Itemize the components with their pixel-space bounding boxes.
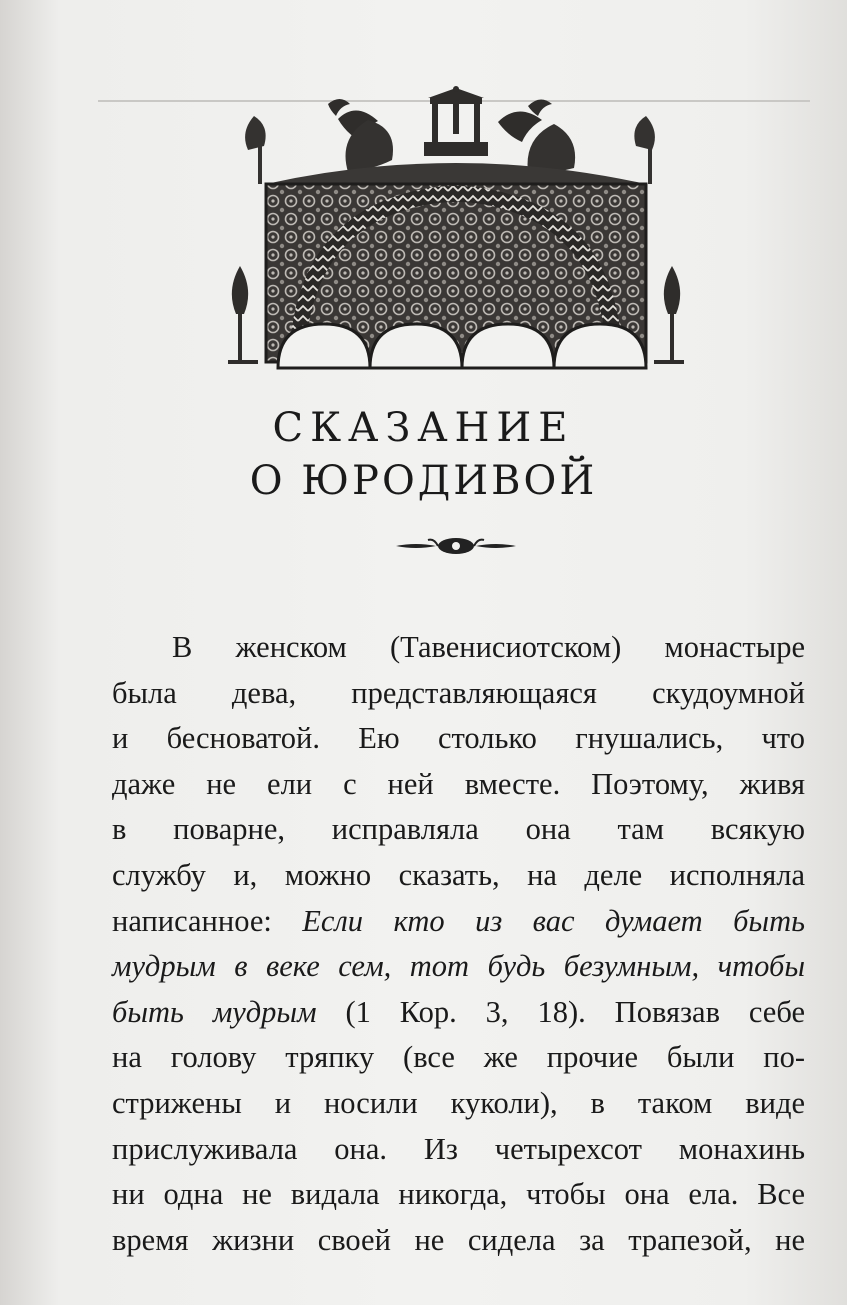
text-line-content: в поварне, исправляла она там всякую xyxy=(112,812,805,847)
text-line-content: ни одна не видала никогда, чтобы она ела. Все xyxy=(112,1177,805,1212)
text-line-content: даже не ели с ней вместе. Поэтому, живя xyxy=(112,766,805,801)
text-line xyxy=(112,762,805,808)
text-line xyxy=(112,1172,805,1218)
body-text xyxy=(112,625,805,1263)
text-line xyxy=(112,899,805,945)
text-line-content: прислуживала она. Из четырехсот монахинь xyxy=(112,1131,805,1166)
text-line xyxy=(112,1127,805,1173)
text-line-suffix: (1 Кор. 3, 18). Повязав себе xyxy=(316,994,805,1029)
text-line xyxy=(112,716,805,762)
fleuron-divider-icon xyxy=(396,533,516,559)
text-line xyxy=(112,807,805,853)
text-line-content: и бесноватой. Ею столько гнушались, что xyxy=(112,721,805,756)
text-line xyxy=(112,1081,805,1127)
text-line xyxy=(112,671,805,717)
text-line-prefix: написанное: xyxy=(112,903,303,938)
scripture-quote: мудрым в веке сем, тот будь безумным, чтобы xyxy=(112,949,805,984)
text-line-content: на голову тряпку (все же прочие были по- xyxy=(112,1040,805,1075)
scripture-quote: Если кто из вас думает быть xyxy=(302,903,805,938)
text-line xyxy=(112,990,805,1036)
text-line xyxy=(112,1218,805,1264)
text-line-content: В женском (Тавенисиотском) монастыре xyxy=(172,630,805,664)
architectural-header-ornament-icon xyxy=(228,84,684,374)
text-line xyxy=(112,1035,805,1081)
text-line xyxy=(112,625,805,671)
scripture-quote: быть мудрым xyxy=(112,994,317,1029)
text-line xyxy=(112,944,805,990)
text-line-content: службу и, можно сказать, на деле исполняла xyxy=(112,857,805,892)
text-line xyxy=(112,853,805,899)
text-line-content: стрижены и носили куколи), в таком виде xyxy=(112,1085,805,1120)
text-line-content: время жизни своей не сидела за трапезой, не xyxy=(112,1222,805,1257)
chapter-title-line-1: СКАЗАНИЕ xyxy=(272,405,575,451)
chapter-title-line-2: О ЮРОДИВОЙ xyxy=(249,458,598,504)
text-line-content: была дева, представляющаяся скудоумной xyxy=(112,675,805,710)
